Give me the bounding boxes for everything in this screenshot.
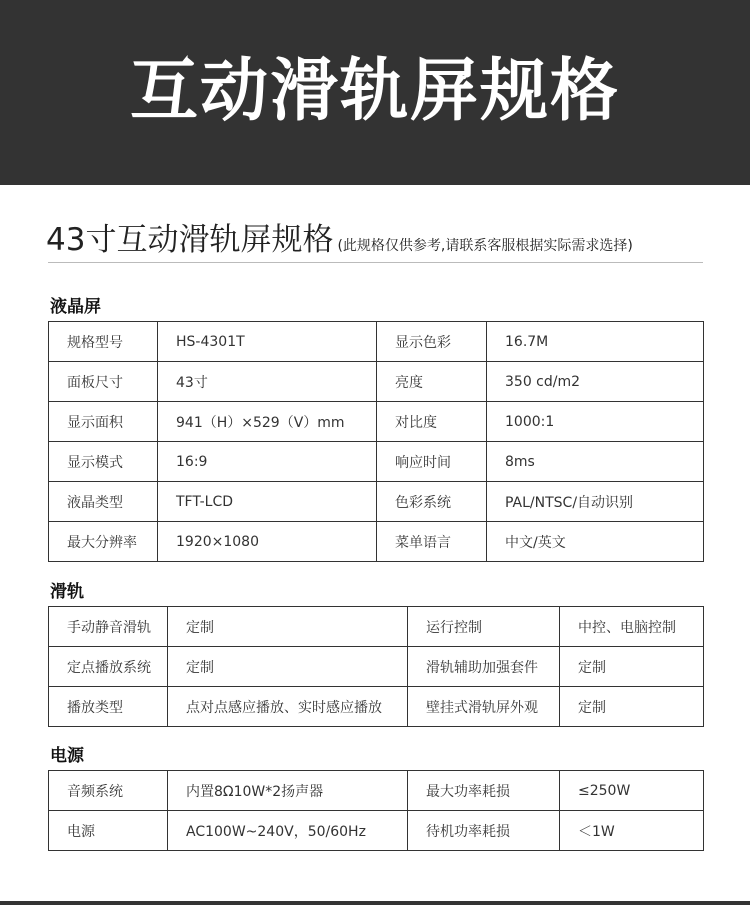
spec-value: ＜1W [560,811,704,851]
table-row [49,482,704,522]
spec-value: HS-4301T [158,322,377,362]
spec-value: TFT-LCD [158,482,377,522]
section-title-lcd: 液晶屏 [50,297,101,317]
spec-value: 定制 [560,687,704,727]
page-title-note: (此规格仅供参考,请联系客服根据实际需求选择) [337,238,633,254]
table-row [49,322,704,362]
bottom-divider [0,901,750,905]
spec-label: 待机功率耗损 [408,811,560,851]
spec-table-power [48,770,704,851]
spec-value: PAL/NTSC/自动识别 [487,482,704,522]
spec-value: 定制 [168,647,408,687]
spec-value: 16:9 [158,442,377,482]
spec-label: 显示色彩 [377,322,487,362]
banner-title: 互动滑轨屏规格 [129,52,620,131]
table-row [49,607,704,647]
spec-label: 播放类型 [49,687,168,727]
spec-value: 350 cd/m2 [487,362,704,402]
spec-value: 定制 [168,607,408,647]
spec-table-lcd [48,321,704,562]
table-row [49,442,704,482]
spec-value: 8ms [487,442,704,482]
spec-label: 色彩系统 [377,482,487,522]
spec-value: 点对点感应播放、实时感应播放 [168,687,408,727]
spec-label: 响应时间 [377,442,487,482]
spec-value: 定制 [560,647,704,687]
spec-label: 显示面积 [49,402,158,442]
spec-label: 电源 [49,811,168,851]
spec-value: 中文/英文 [487,522,704,562]
spec-label: 对比度 [377,402,487,442]
table-row [49,402,704,442]
section-title-power: 电源 [50,746,84,766]
spec-label: 液晶类型 [49,482,158,522]
table-row [49,687,704,727]
spec-label: 手动静音滑轨 [49,607,168,647]
spec-value: 1000:1 [487,402,704,442]
spec-label: 定点播放系统 [49,647,168,687]
spec-label: 音频系统 [49,771,168,811]
heading-divider [48,262,703,263]
spec-value: 16.7M [487,322,704,362]
spec-value: 中控、电脑控制 [560,607,704,647]
table-row [49,647,704,687]
spec-label: 最大分辨率 [49,522,158,562]
spec-value: 941（H）×529（V）mm [158,402,377,442]
page-title: 43寸互动滑轨屏规格 [46,222,334,258]
spec-label: 菜单语言 [377,522,487,562]
table-row [49,362,704,402]
section-title-rail: 滑轨 [50,582,84,602]
spec-value: ≤250W [560,771,704,811]
page-heading [46,214,633,259]
spec-table-rail [48,606,704,727]
header-banner [0,0,750,185]
spec-label: 显示模式 [49,442,158,482]
spec-label: 规格型号 [49,322,158,362]
table-row [49,522,704,562]
spec-label: 面板尺寸 [49,362,158,402]
spec-value: 内置8Ω10W*2扬声器 [168,771,408,811]
spec-label: 滑轨辅助加强套件 [408,647,560,687]
spec-value: 43寸 [158,362,377,402]
spec-value: 1920×1080 [158,522,377,562]
spec-label: 最大功率耗损 [408,771,560,811]
spec-value: AC100W~240V，50/60Hz [168,811,408,851]
spec-label: 壁挂式滑轨屏外观 [408,687,560,727]
table-row [49,811,704,851]
table-row [49,771,704,811]
spec-label: 亮度 [377,362,487,402]
spec-label: 运行控制 [408,607,560,647]
